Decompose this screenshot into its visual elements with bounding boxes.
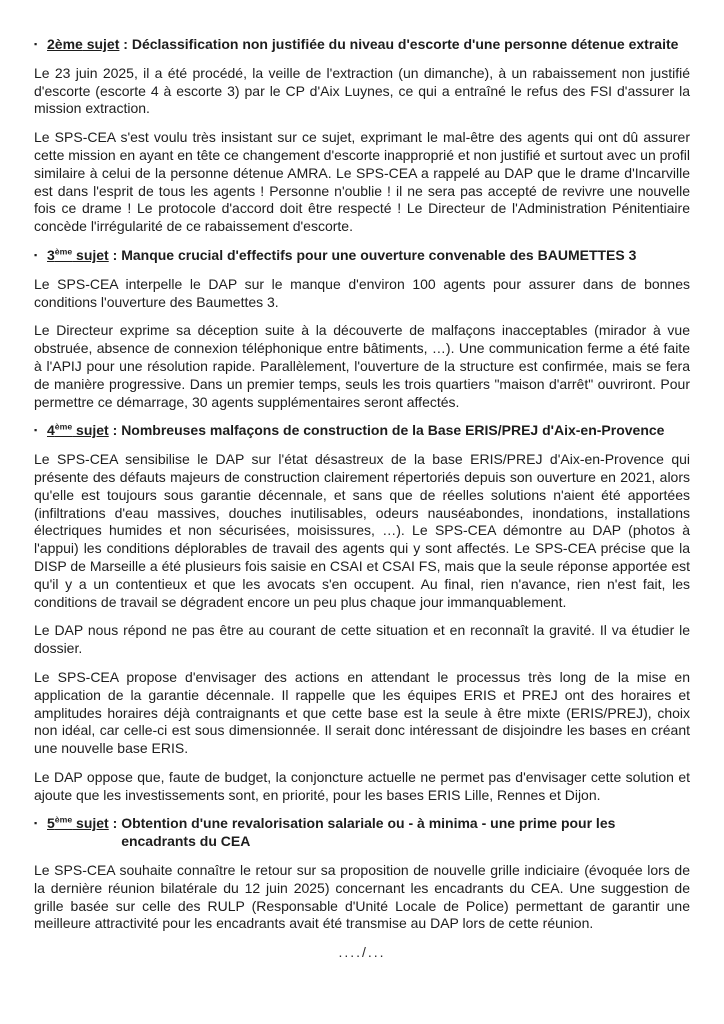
subject-heading-4: [34, 422, 690, 440]
ordinal-suffix: ème: [54, 814, 73, 825]
bullet-icon: [34, 422, 47, 440]
paragraph: Le DAP nous répond ne pas être au courant de cette situation et en reconnaît la gravité. Il va étudier le dossier.: [34, 622, 690, 657]
ordinal-suffix: ème: [54, 246, 73, 257]
paragraph: Le SPS-CEA souhaite connaître le retour sur sa proposition de nouvelle grille indiciaire (évoquée lors de la dernière réunion bilatérale du 12 juin 2025) concernant les encadrants du CEA. Une suggestion de grille basée sur celle des RULP (Responsable d'Unité Locale de Police) permettant de garantir une meilleure attractivité pour les encadrants avait été transmise au DAP lors de cette réunion.: [34, 862, 690, 932]
bullet-icon: [34, 36, 47, 54]
subject-separator: :: [108, 422, 122, 439]
subject-ordinal: 3ème sujet: [47, 246, 109, 263]
paragraph: Le SPS-CEA sensibilise le DAP sur l'état désastreux de la base ERIS/PREJ d'Aix-en-Provence qui présente des défauts majeurs de construction clairement répertoriés depuis son ouverture en 2021, alors qu'elle est toujours sous garantie décennale, et sans que de réelles solutions n'aient été apportées (infiltrations d'eau massives, douches inutilisables, odeurs nauséabondes, inondations, installations électriques humides et non sécurisées, moisissures, …). Le SPS-CEA démontre au DAP (photos à l'appui) les conditions déplorables de travail des agents qui y sont affectés. Le SPS-CEA précise que la DISP de Marseille a été plusieurs fois saisie en CSAI et CSAI FS, mais que la seule réponse apportée est qu'il y a un contentieux et que les avocats s'en occupent. Au final, rien n'avance, rien n'est fait, les conditions de travail se dégradent encore un peu plus chaque jour immanquablement.: [34, 451, 690, 610]
subject-heading-5: [34, 815, 690, 851]
bullet-icon: [34, 815, 47, 833]
paragraph: Le DAP oppose que, faute de budget, la conjoncture actuelle ne permet pas d'envisager cette solution et ajoute que les investissements sont, en priorité, pour les bases ERIS Lille, Rennes et Dijon.: [34, 768, 690, 803]
paragraph: Le SPS-CEA interpelle le DAP sur le manque d'environ 100 agents pour assurer dans de bonnes conditions l'ouverture des Baumettes 3.: [34, 275, 690, 310]
subject-ordinal: 2ème sujet: [47, 36, 120, 52]
subject-separator: :: [119, 36, 132, 52]
subject-separator: :: [108, 815, 122, 832]
paragraph: Le Directeur exprime sa déception suite à la découverte de malfaçons inacceptables (mirador à vue obstruée, absence de connexion téléphonique entre bâtiments, …). Une communication ferme a été faite à l'APIJ pour une résolution rapide. Parallèlement, l'ouverture de la structure est confirmée, mais se fera de manière progressive. Dans un premier temps, seuls les trois quartiers "maison d'arrêt" ouvriront. Pour permettre ce démarrage, 30 agents supplémentaires seront affectés.: [34, 322, 690, 410]
subject-title: Nombreuses malfaçons de construction de la Base ERIS/PREJ d'Aix-en-Provence: [121, 422, 665, 439]
continuation-mark: ..../...: [338, 944, 386, 961]
subject-heading-2: [34, 36, 690, 54]
subject-title: Manque crucial d'effectifs pour une ouverture convenable des BAUMETTES 3: [121, 246, 637, 263]
subject-ordinal: 4ème sujet: [47, 421, 109, 439]
paragraph: Le SPS-CEA s'est voulu très insistant sur ce sujet, exprimant le mal-être des agents qui ont dû assurer cette mission en ayant en tête ce changement d'escorte inapproprié et non justifié et surtout avec un profil similaire à celui de la personne détenue AMRA. Le SPS-CEA a rappelé au DAP que le drame d'Incarville est dans l'esprit de tous les agents ! Personne n'oublie ! il ne sera pas accepté de revivre une nouvelle fois ce drame ! Le protocole d'accord doit être respecté ! Le Directeur de l'Administration Pénitentiaire concède l'irrégularité de ce rabaissement d'escorte.: [34, 129, 690, 235]
subject-title: Déclassification non justifiée du niveau d'escorte d'une personne détenue extraite: [131, 36, 679, 52]
subject-title: Obtention d'une revalorisation salariale ou - à minima - une prime pour les encadrants du CEA: [121, 815, 616, 850]
subject-heading-3: [34, 247, 690, 265]
subject-ordinal: 5ème sujet: [47, 814, 109, 832]
paragraph: Le 23 juin 2025, il a été procédé, la veille de l'extraction (un dimanche), à un rabaissement non justifié d'escorte (escorte 4 à escorte 3) par le CP d'Aix Luynes, ce qui a entraîné le refus des FSI d'assurer la mission extraction.: [34, 64, 690, 117]
ordinal-suffix: ème: [54, 421, 73, 432]
subject-separator: :: [108, 246, 122, 263]
paragraph: Le SPS-CEA propose d'envisager des actions en attendant le processus très long de la mise en application de la garantie décennale. Il rappelle que les équipes ERIS et PREJ ont des horaires et amplitudes horaires déjà contraignants et que cette base est la seule à être mixte (ERIS/PREJ), choix non idéal, car celle-ci est sous dimensionnée. Il serait donc intéressant de disjoindre les bases en créant une nouvelle base ERIS.: [34, 668, 690, 757]
bullet-icon: [34, 247, 47, 265]
